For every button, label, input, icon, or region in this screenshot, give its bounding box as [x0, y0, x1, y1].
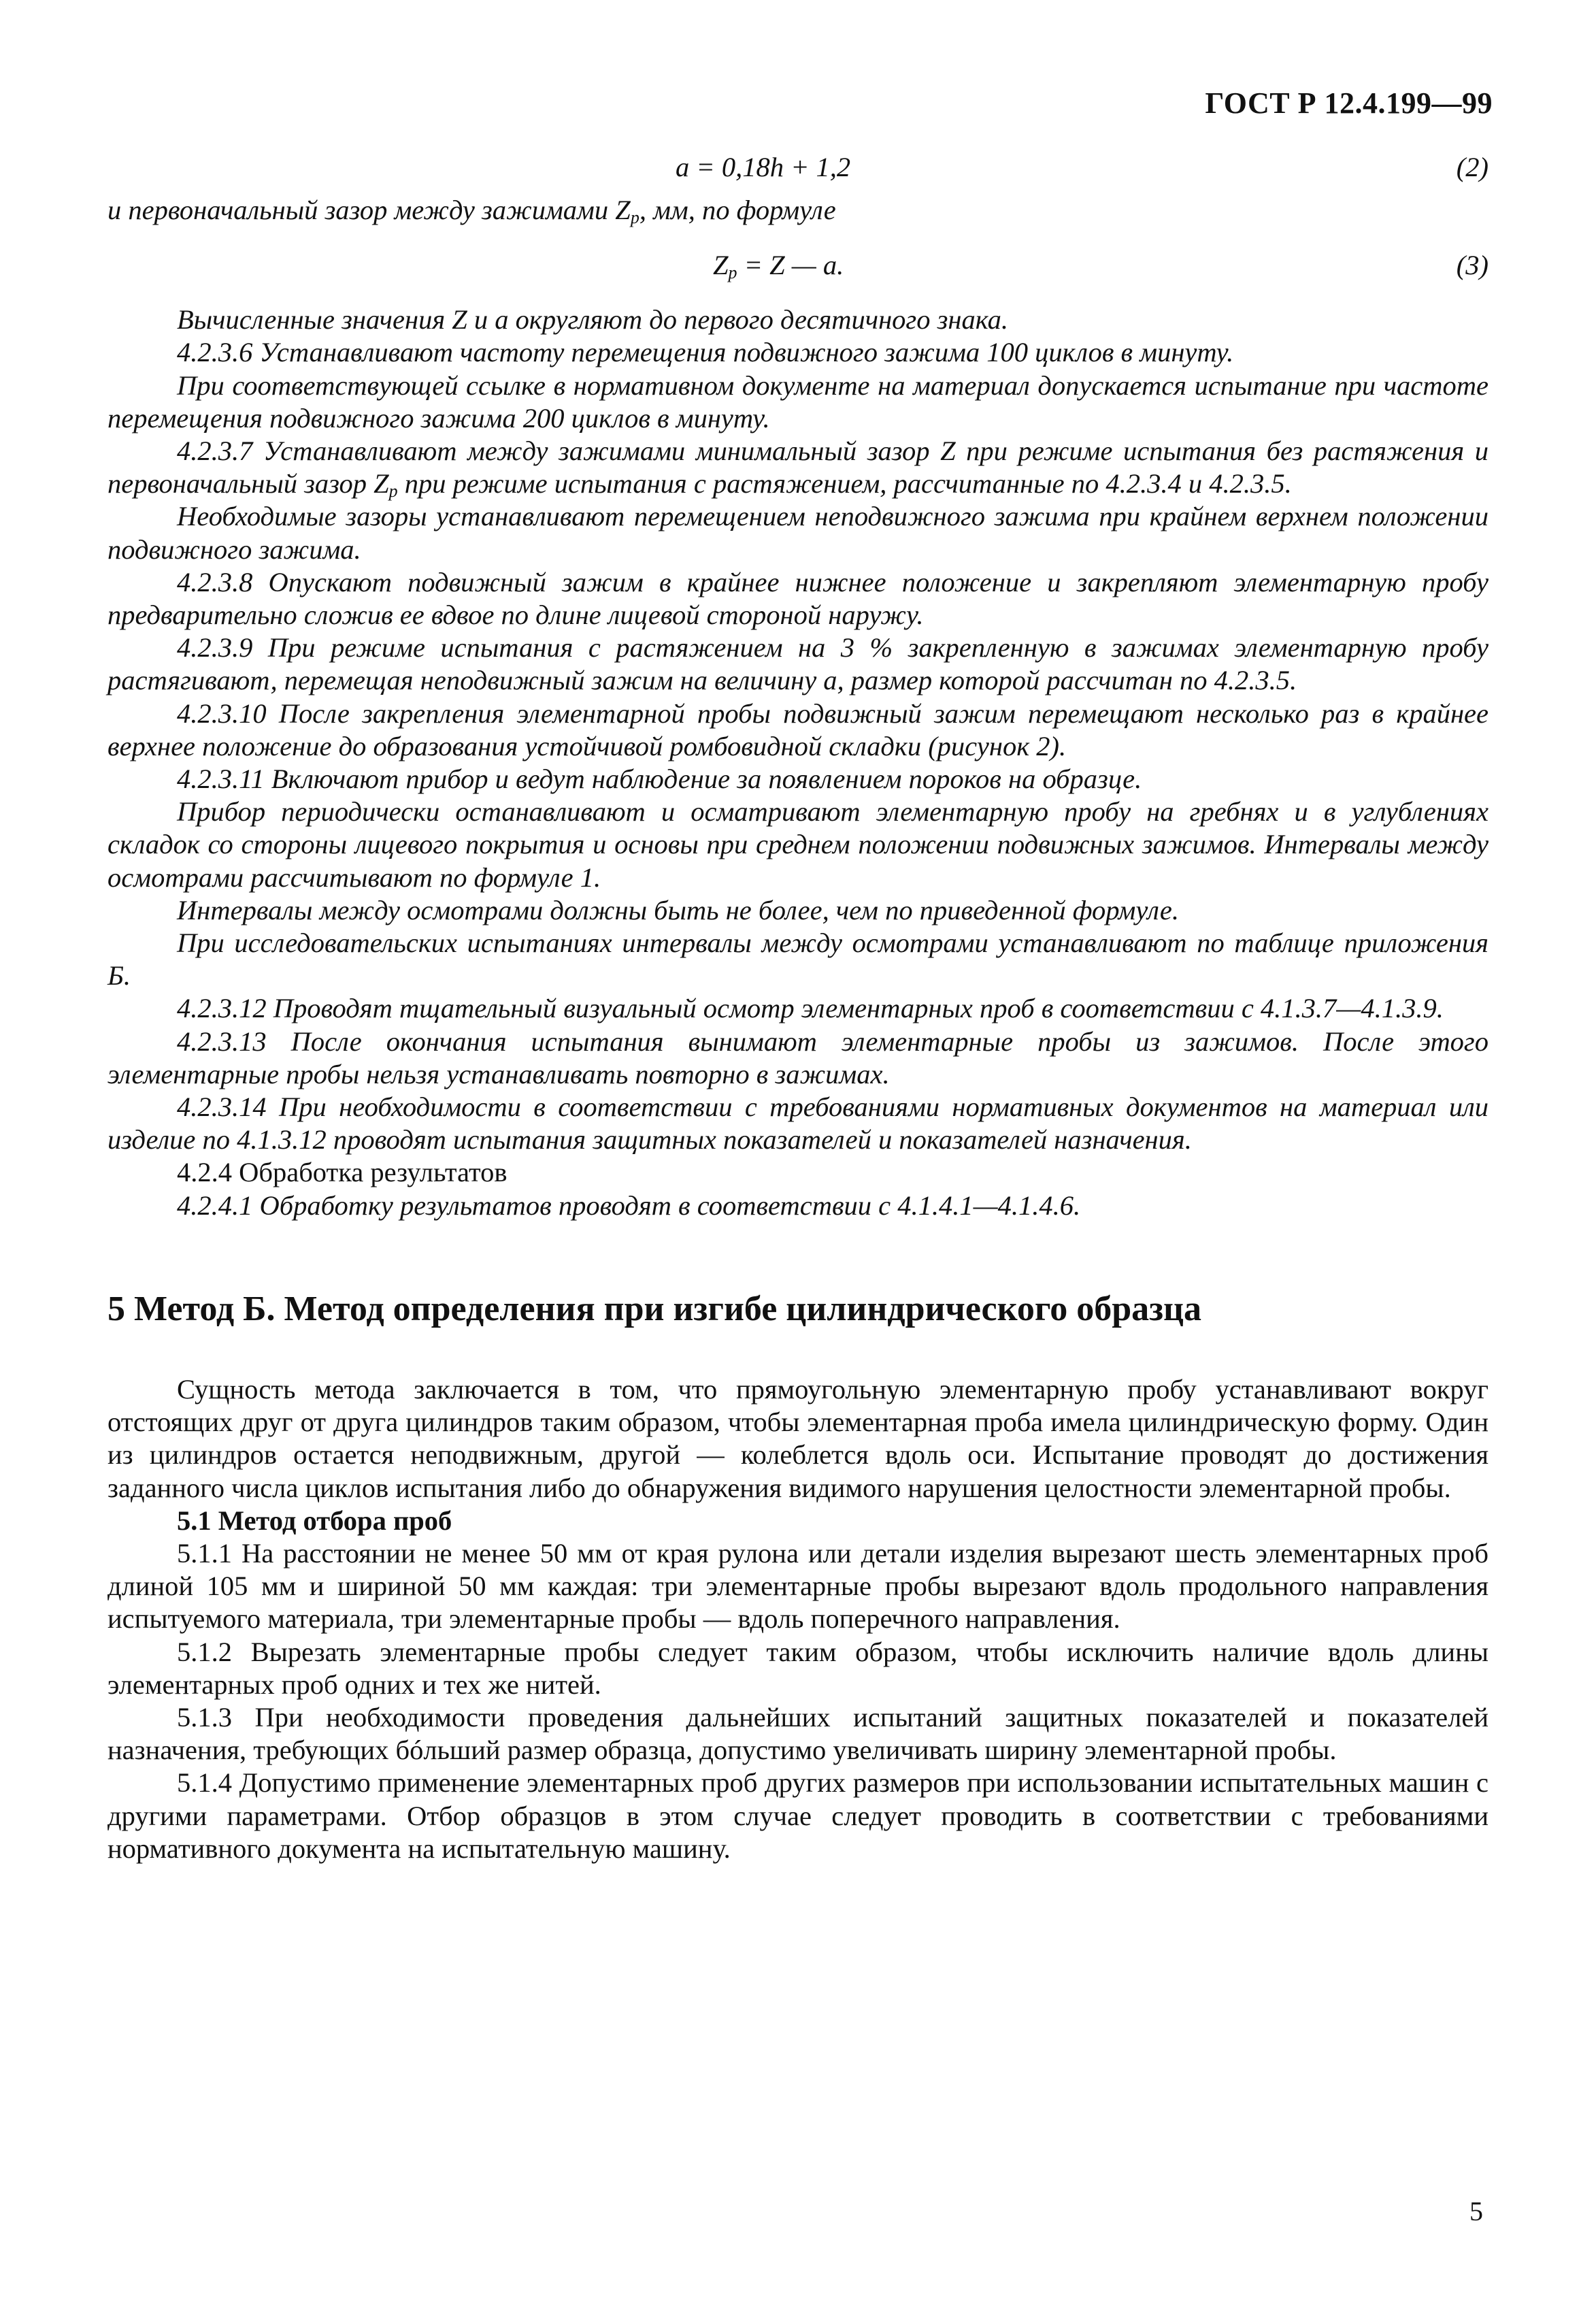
subsection-heading-4-2-4: 4.2.4 Обработка результатов	[177, 1157, 508, 1188]
paragraph: 4.2.3.11 Включают прибор и ведут наблюдение за появлением пороков на образце.	[177, 764, 1142, 795]
page-number: 5	[1469, 2196, 1483, 2227]
paragraph: 4.2.3.10 После закрепления элементарной пробы подвижный зажим перемещают несколько раз в крайнее верхнее положение до образования устойчивой ромбовидной складки (рисунок 2).	[107, 698, 1489, 761]
paragraph: 4.2.3.8 Опускают подвижный зажим в крайнее нижнее положение и закрепляют элементарную пробу предварительно сложив ее вдвое по длине лицевой стороной наружу.	[107, 566, 1489, 631]
subsection-5-1-heading: 5.1 Метод отбора проб	[177, 1505, 452, 1536]
formula-2-expression: a = 0,18h + 1,2	[676, 152, 851, 182]
paragraph: 4.2.4.1 Обработку результатов проводят в соответствии с 4.1.4.1—4.1.4.6.	[177, 1190, 1081, 1221]
formula-3-number: (3)	[1456, 250, 1489, 281]
section-5-title: 5 Метод Б. Метод определения при изгибе цилиндрического образца	[107, 1289, 1201, 1328]
paragraph: 5.1.3 При необходимости проведения дальнейших испытаний защитных показателей и показателей назначения, требующих бóльший размер образца, допустимо увеличивать ширину элементарной пробы.	[107, 1701, 1489, 1766]
paragraph: Прибор периодически останавливают и осматривают элементарную пробу на гребнях и в углублениях складок со стороны лицевого покрытия и основы при среднем положении подвижных зажимов. Интервалы между осмотрами рассчитывают по формуле 1.	[107, 796, 1489, 893]
paragraph: Необходимые зазоры устанавливают перемещением неподвижного зажима при крайнем верхнем положении подвижного зажима.	[107, 501, 1489, 565]
paragraph: 4.2.3.9 При режиме испытания с растяжением на 3 % закрепленную в зажимах элементарную пробу растягивают, перемещая неподвижный зажим на величину a, размер которой рассчитан по 4.2.3.5.	[107, 632, 1489, 696]
section-5-intro: Сущность метода заключается в том, что прямоугольную элементарную пробу устанавливают вокруг отстоящих друг от друга цилиндров таким образом, чтобы элементарная проба имела цилиндрическую форму. Один из цилиндров остается неподвижным, другой — колеблется вдоль оси. Испытание проводят до достижения заданного числа циклов испытания либо до обнаружения видимого нарушения целостности элементарной пробы.	[107, 1373, 1489, 1503]
zp-intro-text: и первоначальный зазор между зажимами $Z_p$, мм, по формуле	[107, 195, 836, 227]
paragraph: Вычисленные значения Z и a округляют до первого десятичного знака.	[177, 304, 1009, 335]
paragraph: 4.2.3.13 После окончания испытания вынимают элементарные пробы из зажимов. После этого элементарные пробы нельзя устанавливать повторно в зажимах.	[107, 1026, 1489, 1089]
paragraph: При соответствующей ссылке в нормативном документе на материал допускается испытание при частоте перемещения подвижного зажима 200 циклов в минуту.	[107, 370, 1489, 433]
formula-2-number: (2)	[1456, 152, 1489, 182]
paragraph: 4.2.3.6 Устанавливают частоту перемещения подвижного зажима 100 циклов в минуту.	[177, 337, 1234, 368]
paragraph: 4.2.3.14 При необходимости в соответствии с требованиями нормативных документов на материал или изделие по 4.1.3.12 проводят испытания защитных показателей и показателей назначения.	[107, 1092, 1489, 1155]
section-4-continuation	[107, 304, 1489, 1222]
formula-2	[107, 151, 1489, 184]
paragraph: Интервалы между осмотрами должны быть не более, чем по приведенной формуле.	[177, 894, 1180, 925]
paragraph: 4.2.3.12 Проводят тщательный визуальный осмотр элементарных проб в соответствии с 4.1.3.7—4.1.3.9.	[177, 993, 1444, 1024]
document-header: ГОСТ Р 12.4.199—99	[1205, 86, 1493, 120]
paragraph-4-2-3-7: 4.2.3.7 Устанавливают между зажимами минимальный зазор Z при режиме испытания без растяжения и первоначальный зазор $Z_p$ при режиме испытания с растяжением, рассчитанные по 4.2.3.4 и 4.2.3.5.	[107, 436, 1489, 502]
paragraph: 5.1.4 Допустимо применение элементарных проб других размеров при использовании испытательных машин с другими параметрами. Отбор образцов в этом случае следует проводить в соответствии с требованиями нормативного документа на испытательную машину.	[107, 1767, 1489, 1864]
paragraph: 5.1.2 Вырезать элементарные пробы следует таким образом, чтобы исключить наличие вдоль длины элементарных проб одних и тех же нитей.	[107, 1636, 1489, 1700]
paragraph: 5.1.1 На расстоянии не менее 50 мм от края рулона или детали изделия вырезают шесть элементарных проб длиной 105 мм и шириной 50 мм каждая: три элементарные пробы вырезают вдоль продольного направления испытуемого материала, три элементарные пробы — вдоль поперечного направления.	[107, 1537, 1489, 1635]
paragraph: При исследовательских испытаниях интервалы между осмотрами устанавливают по таблице приложения Б.	[107, 928, 1489, 991]
page-body	[107, 151, 1489, 1865]
formula-3	[107, 249, 1489, 282]
formula-3-expression: $Z_p = Z$ — a.	[713, 250, 844, 283]
